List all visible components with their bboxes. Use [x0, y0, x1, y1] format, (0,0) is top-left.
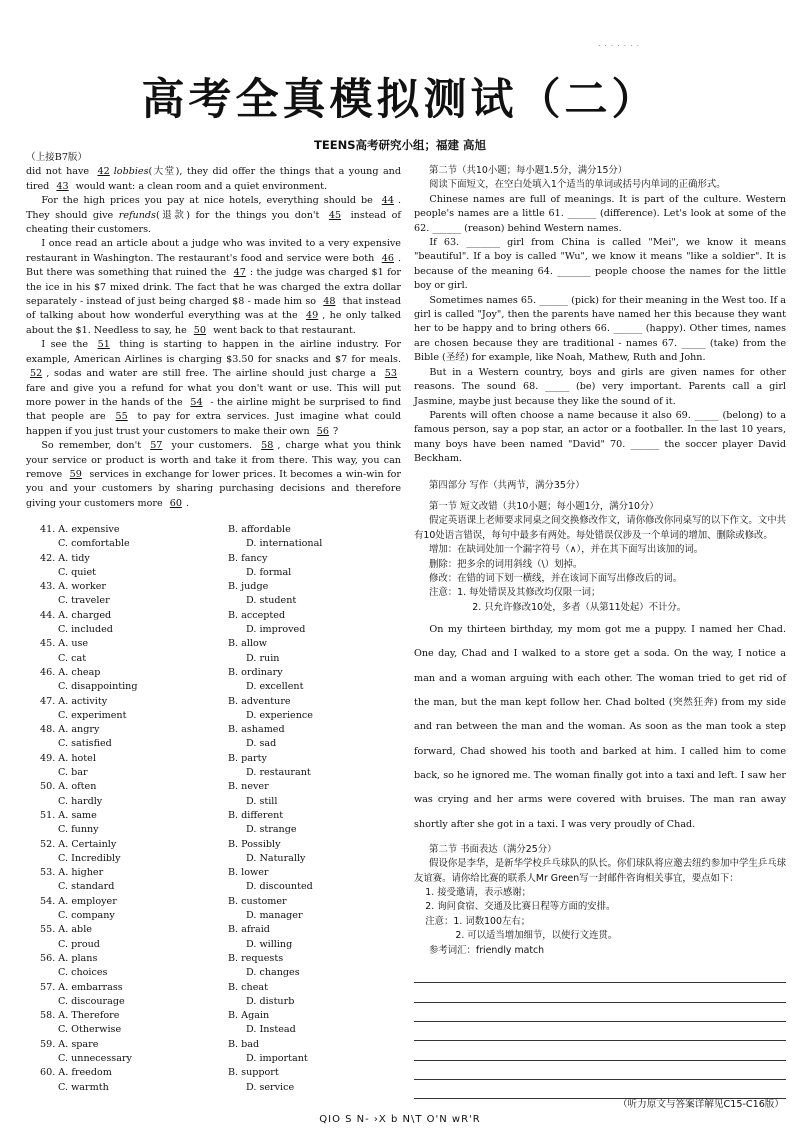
option-b[interactable]: B. different — [228, 809, 284, 821]
blank-52[interactable]: 52 — [30, 368, 43, 380]
passage-text: For the high prices you pay at nice hotels, everything should be — [41, 195, 378, 207]
answer-line[interactable] — [414, 1022, 786, 1041]
option-row-46 — [40, 666, 400, 680]
right-column — [414, 164, 786, 1099]
option-a[interactable]: 58. A. Therefore — [40, 1010, 120, 1022]
option-d[interactable]: D. student — [246, 595, 297, 607]
option-row-44-cd — [40, 623, 400, 637]
answer-line[interactable] — [414, 964, 786, 983]
option-row-54-cd — [40, 909, 400, 923]
passage-text: services in exchange for lower prices. It becomes a win-win for you and your customers by sharing purchasing decisions and therefore giving your customers more — [26, 468, 401, 509]
option-d[interactable]: D. important — [246, 1052, 308, 1064]
option-d[interactable]: D. discounted — [246, 881, 313, 893]
option-row-49-cd — [40, 766, 400, 780]
passage-text: So remember, don't — [41, 440, 147, 452]
blank-56[interactable]: 56 — [316, 425, 329, 437]
passage-paragraph — [26, 338, 401, 439]
option-a[interactable]: 48. A. angry — [40, 724, 100, 736]
continued-note: （上接B7版） — [26, 152, 88, 163]
answer-reference-note: （听力原文与答案详解见C15-C16版） — [618, 1099, 784, 1110]
option-c[interactable]: C. choices — [58, 967, 108, 979]
writing-note: 注意：1. 词数100左右； — [425, 915, 531, 927]
section2-heading: 第二节（共10小题；每小题1.5分，满分15分） — [429, 165, 628, 176]
blank-50[interactable]: 50 — [193, 324, 207, 336]
fill-paragraph: If 63. _______ girl from China is called "Mei", we know it means "beautiful". If a boy is called "Wu", we know it means "like a soldier". It is because of the meaning 64. _______ people choose the names for the little boy or girl. — [414, 237, 786, 292]
answer-line[interactable] — [414, 1061, 786, 1080]
option-d[interactable]: D. strange — [246, 824, 297, 836]
blank-51[interactable]: 51 — [97, 339, 110, 351]
writing-note: 2. 可以适当增加细节，以使行文连贯。 — [455, 930, 618, 942]
option-d[interactable]: D. disturb — [246, 995, 295, 1007]
fill-paragraph: Chinese names are full of meanings. It is part of the culture. Western people's names are a little 61. ______ (difference). Let's look at some of the 62. ______ (reason) behind Western names. — [414, 193, 786, 234]
option-c[interactable]: C. warmth — [58, 1081, 109, 1093]
passage-text: would want: a clean room and a quiet environment. — [72, 180, 328, 192]
option-c[interactable]: C. bar — [58, 767, 88, 779]
option-row-46-cd — [40, 680, 400, 694]
option-d[interactable]: D. manager — [246, 910, 303, 922]
option-c[interactable]: C. company — [58, 910, 115, 922]
option-row-54 — [40, 895, 400, 909]
option-c[interactable]: C. funny — [58, 824, 99, 836]
option-d[interactable]: D. still — [246, 795, 278, 807]
passage-text: your customers. — [166, 440, 258, 452]
option-d[interactable]: D. sad — [246, 738, 277, 750]
passage-paragraph — [26, 165, 401, 194]
passage-paragraph — [26, 439, 401, 511]
option-row-53-cd — [40, 880, 400, 894]
option-row-50-cd — [40, 795, 400, 809]
option-a[interactable]: 52. A. Certainly — [40, 838, 117, 850]
option-c[interactable]: C. satisfied — [58, 738, 112, 750]
option-row-47-cd — [40, 709, 400, 723]
option-b[interactable]: B. allow — [228, 638, 267, 650]
fill-paragraph: Parents will often choose a name because it also 69. _____ (belong) to a famous person, say a pop star, an actor or a footballer. In the last 10 years, many boys have been named "David" 70. ______ the soccer player David Beckham. — [414, 409, 786, 465]
option-a[interactable]: 59. A. spare — [40, 1038, 99, 1050]
option-b[interactable]: B. party — [228, 752, 267, 764]
blank-48[interactable]: 48 — [323, 296, 336, 308]
option-d[interactable]: D. ruin — [246, 652, 280, 664]
option-a[interactable]: 41. A. expensive — [40, 524, 120, 535]
blank-44[interactable]: 44 — [381, 195, 394, 207]
passage-text: (大堂), they did offer the things that a young and tired — [26, 166, 401, 192]
correction-rule: 增加：在缺词处加一个漏字符号（∧），并在其下面写出该加的词。 — [429, 544, 704, 556]
option-a[interactable]: 60. A. freedom — [40, 1067, 112, 1079]
option-row-59 — [40, 1038, 400, 1052]
correction-essay: On my thirteen birthday, my mom got me a puppy. I named her Chad. One day, Chad and I walked to a store get a soda. On the way, I notice a man and a woman arguing with each other. The woman tried to get rid of the man, but the man kept follow her. Chad bolted (突然狂奔) from my side and ran between the man and the woman. As soon as the man took a step forward, Chad showed his tooth and barked at him. I called him to come back, so he ignored me. The woman finally got into a taxi and left. I saw her was crying and her arms were covered with bruises. The man ran away shortly after she got in a taxi. I was very proudly of Chad. — [414, 624, 786, 830]
option-row-47 — [40, 695, 400, 709]
passage-paragraph — [26, 194, 401, 237]
correction-heading: 第一节 短文改错（共10小题；每小题1分，满分10分） — [429, 500, 659, 512]
option-d[interactable]: D. service — [246, 1081, 295, 1093]
passage-text: , sodas and water are still free. The airline should just charge a — [46, 368, 381, 380]
blank-49[interactable]: 49 — [306, 310, 319, 322]
option-row-56-cd — [40, 966, 400, 980]
passage-text: went back to that restaurant. — [210, 324, 356, 336]
option-a[interactable]: 42. A. tidy — [40, 552, 90, 564]
passage-text: I see the — [41, 339, 94, 351]
option-c[interactable]: C. disappointing — [58, 681, 138, 693]
option-a[interactable]: 47. A. activity — [40, 695, 108, 707]
section2-instruction: 阅读下面短文，在空白处填入1个适当的单词或括号内单词的正确形式。 — [429, 179, 726, 191]
blank-60[interactable]: 60 — [169, 497, 182, 509]
option-b[interactable]: B. support — [228, 1067, 279, 1079]
option-row-55 — [40, 923, 400, 937]
option-b[interactable]: B. judge — [228, 581, 269, 593]
option-c[interactable]: C. cat — [58, 652, 87, 664]
reference-vocab: 参考词汇：friendly match — [429, 944, 545, 956]
option-row-42-cd — [40, 566, 400, 580]
correction-instruction: 假定英语课上老师要求同桌之间交换修改作文，请你修改你同桌写的以下作文。文中共有10处语言错误，每句中最多有两处。每处错误仅涉及一个单词的增加、删除或修改。 — [414, 515, 786, 541]
writing-point: 2. 询问食宿、交通及比赛日程等方面的安排。 — [425, 901, 616, 913]
answer-lines — [414, 964, 786, 1099]
answer-line[interactable] — [414, 1003, 786, 1022]
writing-instruction: 假设你是李华，是新华学校乒乓球队的队长。你们球队将应邀去纽约参加中学生乒乓球友谊赛。请你给比赛的联系人Mr Green写一封邮件咨询相关事宜，要点如下： — [414, 858, 786, 884]
blank-53[interactable]: 53 — [384, 368, 397, 380]
cloze-options — [40, 523, 400, 1095]
part4-heading: 第四部分 写作（共两节，满分35分） — [429, 479, 585, 491]
cloze-passage — [26, 165, 401, 511]
left-column — [26, 151, 401, 511]
blank-47[interactable]: 47 — [233, 267, 246, 279]
blank-46[interactable]: 46 — [381, 252, 394, 264]
option-c[interactable]: C. standard — [58, 881, 115, 893]
option-row-53 — [40, 866, 400, 880]
option-row-48-cd — [40, 737, 400, 751]
option-row-56 — [40, 952, 400, 966]
fill-paragraph: Sometimes names 65. ______ (pick) for their meaning in the West too. If a girl is called "Joy", then the parents have named her this because they want her to be happy and to bring others 66. ______ (happy). Other times, names are chosen because they are traditional - names 67. _____ (take) from the Bible (圣经) for example, like Noah, Mathew, Ruth and John. — [414, 294, 786, 364]
option-c[interactable]: C. experiment — [58, 709, 127, 721]
option-row-41-cd — [40, 537, 400, 551]
option-a[interactable]: 53. A. higher — [40, 867, 104, 879]
option-a[interactable]: 56. A. plans — [40, 952, 98, 964]
option-row-41 — [40, 523, 400, 537]
option-c[interactable]: C. included — [58, 624, 113, 636]
option-row-60 — [40, 1066, 400, 1080]
option-c[interactable]: C. Incredibly — [58, 852, 121, 864]
option-row-45 — [40, 637, 400, 651]
option-a[interactable]: 54. A. employer — [40, 895, 117, 907]
option-row-58 — [40, 1009, 400, 1023]
top-mark: · · · · · · · — [598, 42, 640, 50]
option-b[interactable]: B. Possibly — [228, 838, 281, 850]
option-b[interactable]: B. never — [228, 781, 269, 793]
option-b[interactable]: B. lower — [228, 867, 269, 879]
option-row-49 — [40, 752, 400, 766]
passage-text: that instead of talking about how wonderful everything was at the — [26, 296, 401, 322]
blank-57[interactable]: 57 — [150, 440, 163, 452]
option-d[interactable]: D. experience — [246, 709, 313, 721]
passage-text: (退款) for the things you don't — [155, 209, 325, 221]
passage-text: . — [185, 497, 189, 509]
option-row-42 — [40, 552, 400, 566]
option-d[interactable]: D. Naturally — [246, 852, 306, 864]
passage-text: . But there was something that ruined the — [26, 252, 401, 279]
option-b[interactable]: B. bad — [228, 1038, 260, 1050]
option-b[interactable]: B. ashamed — [228, 724, 285, 736]
option-c[interactable]: C. discourage — [58, 995, 125, 1007]
option-a[interactable]: 50. A. often — [40, 781, 97, 793]
blank-43[interactable]: 43 — [56, 180, 69, 192]
option-b[interactable]: B. ordinary — [228, 666, 283, 678]
option-row-52-cd — [40, 852, 400, 866]
correction-rule: 注意：1. 每处错误及其修改均仅限一词； — [429, 587, 601, 599]
correction-rules — [414, 543, 786, 615]
blank-42[interactable]: 42 — [97, 166, 110, 178]
answer-line[interactable] — [414, 1041, 786, 1060]
page-title: 高考全真模拟测试（二） — [141, 75, 659, 125]
option-c[interactable]: C. proud — [58, 938, 100, 950]
byline: TEENS高考研究小组；福建 高旭 — [314, 138, 486, 152]
option-c[interactable]: C. traveler — [58, 595, 110, 607]
option-row-59-cd — [40, 1052, 400, 1066]
option-row-48 — [40, 723, 400, 737]
option-row-43-cd — [40, 594, 400, 608]
blank-54[interactable]: 54 — [190, 396, 203, 408]
option-b[interactable]: B. requests — [228, 952, 284, 964]
passage-text: thing is starting to happen in the airline industry. For example, American Airlines is charging $3.50 for snacks and $7 for meals. — [26, 339, 401, 365]
option-a[interactable]: 57. A. embarrass — [40, 981, 123, 993]
writing-point: 1. 接受邀请，表示感谢； — [425, 887, 531, 899]
option-a[interactable]: 43. A. worker — [40, 581, 106, 593]
option-row-45-cd — [40, 652, 400, 666]
blank-55[interactable]: 55 — [115, 411, 128, 423]
option-a[interactable]: 46. A. cheap — [40, 666, 101, 678]
correction-rule: 删除：把多余的词用斜线（\）划掉。 — [429, 558, 583, 570]
option-a[interactable]: 49. A. hotel — [40, 752, 96, 764]
blank-45[interactable]: 45 — [328, 209, 342, 221]
option-b[interactable]: B. accepted — [228, 609, 286, 621]
option-c[interactable]: C. hardly — [58, 795, 103, 807]
option-c[interactable]: C. Otherwise — [58, 1024, 122, 1036]
passage-text: . They should give — [26, 195, 401, 221]
correction-rule: 2. 只允许修改10处，多者（从第11处起）不计分。 — [472, 601, 687, 613]
option-b[interactable]: B. cheat — [228, 981, 268, 993]
option-a[interactable]: 55. A. able — [40, 924, 92, 936]
option-d[interactable]: D. restaurant — [246, 767, 311, 779]
gloss-word: refunds — [118, 209, 156, 221]
option-d[interactable]: D. willing — [246, 938, 293, 950]
option-row-52 — [40, 838, 400, 852]
passage-text: ? — [332, 425, 339, 437]
option-d[interactable]: D. changes — [246, 967, 300, 979]
passage-text: fare and give you a refund for what you don't want or use. This will put more power in the hands of the — [26, 382, 401, 408]
option-row-55-cd — [40, 938, 400, 952]
option-b[interactable]: B. adventure — [228, 695, 291, 707]
passage-paragraph — [26, 237, 401, 338]
option-b[interactable]: B. customer — [228, 895, 287, 907]
answer-line[interactable] — [414, 983, 786, 1002]
passage-text: to pay for extra services. Just imagine what could happen if you just trust your customers to make their own — [26, 411, 401, 437]
fill-paragraph: But in a Western country, boys and girls are given names for other reasons. The sound 68. _____ (be) very important. Parents call a girl Jasmine, maybe just because they like the sound of it. — [414, 366, 786, 407]
blank-59[interactable]: 59 — [69, 468, 82, 480]
option-row-44 — [40, 609, 400, 623]
writing-points — [414, 886, 786, 915]
option-row-50 — [40, 780, 400, 794]
option-c[interactable]: C. quiet — [58, 566, 97, 578]
option-row-60-cd — [40, 1081, 400, 1095]
passage-text: : the judge was charged $1 for the ice in his $7 mixed drink. The fact that he was charged the extra dollar separately - instead of just being charged $8 - made him so — [26, 267, 401, 308]
option-row-43 — [40, 580, 400, 594]
grammar-fill-passage — [414, 193, 786, 467]
passage-text: did not have — [26, 166, 94, 178]
option-d[interactable]: D. Instead — [246, 1024, 296, 1036]
option-d[interactable]: D. improved — [246, 624, 306, 636]
option-b[interactable]: B. affordable — [228, 524, 291, 535]
option-d[interactable]: D. excellent — [246, 681, 304, 693]
option-d[interactable]: D. international — [246, 538, 323, 550]
option-b[interactable]: B. fancy — [228, 552, 268, 564]
writing-heading: 第二节 书面表达（满分25分） — [429, 843, 557, 855]
option-b[interactable]: B. Again — [228, 1010, 270, 1022]
option-a[interactable]: 51. A. same — [40, 809, 97, 821]
option-a[interactable]: 45. A. use — [40, 638, 89, 650]
option-row-57 — [40, 981, 400, 995]
passage-text: , he only talked about the $1. Needless to say, he — [26, 310, 401, 336]
option-d[interactable]: D. formal — [246, 566, 292, 578]
option-a[interactable]: 44. A. charged — [40, 609, 112, 621]
option-row-51 — [40, 809, 400, 823]
option-c[interactable]: C. comfortable — [58, 538, 130, 550]
option-b[interactable]: B. afraid — [228, 924, 270, 936]
passage-text: - the airline might be surprised to find that people are — [26, 396, 401, 423]
option-row-57-cd — [40, 995, 400, 1009]
writing-notes — [414, 915, 786, 944]
blank-58[interactable]: 58 — [261, 440, 274, 452]
option-row-58-cd — [40, 1023, 400, 1037]
passage-text: I once read an article about a judge who was invited to a very expensive restaurant in Washington. The restaurant's food and service were both — [26, 238, 401, 264]
gloss-word: lobbies — [113, 166, 149, 178]
option-row-51-cd — [40, 823, 400, 837]
passage-text: instead of cheating their customers. — [26, 209, 401, 236]
page-footer: QIO S N- ›X b N\T O'N wR'R — [319, 1114, 481, 1125]
passage-text: , charge what you think your service or product is worth and take it from there. This way, you can remove — [26, 440, 401, 480]
option-c[interactable]: C. unnecessary — [58, 1052, 132, 1064]
correction-rule: 修改：在错的词下划一横线，并在该词下面写出修改后的词。 — [429, 572, 683, 584]
